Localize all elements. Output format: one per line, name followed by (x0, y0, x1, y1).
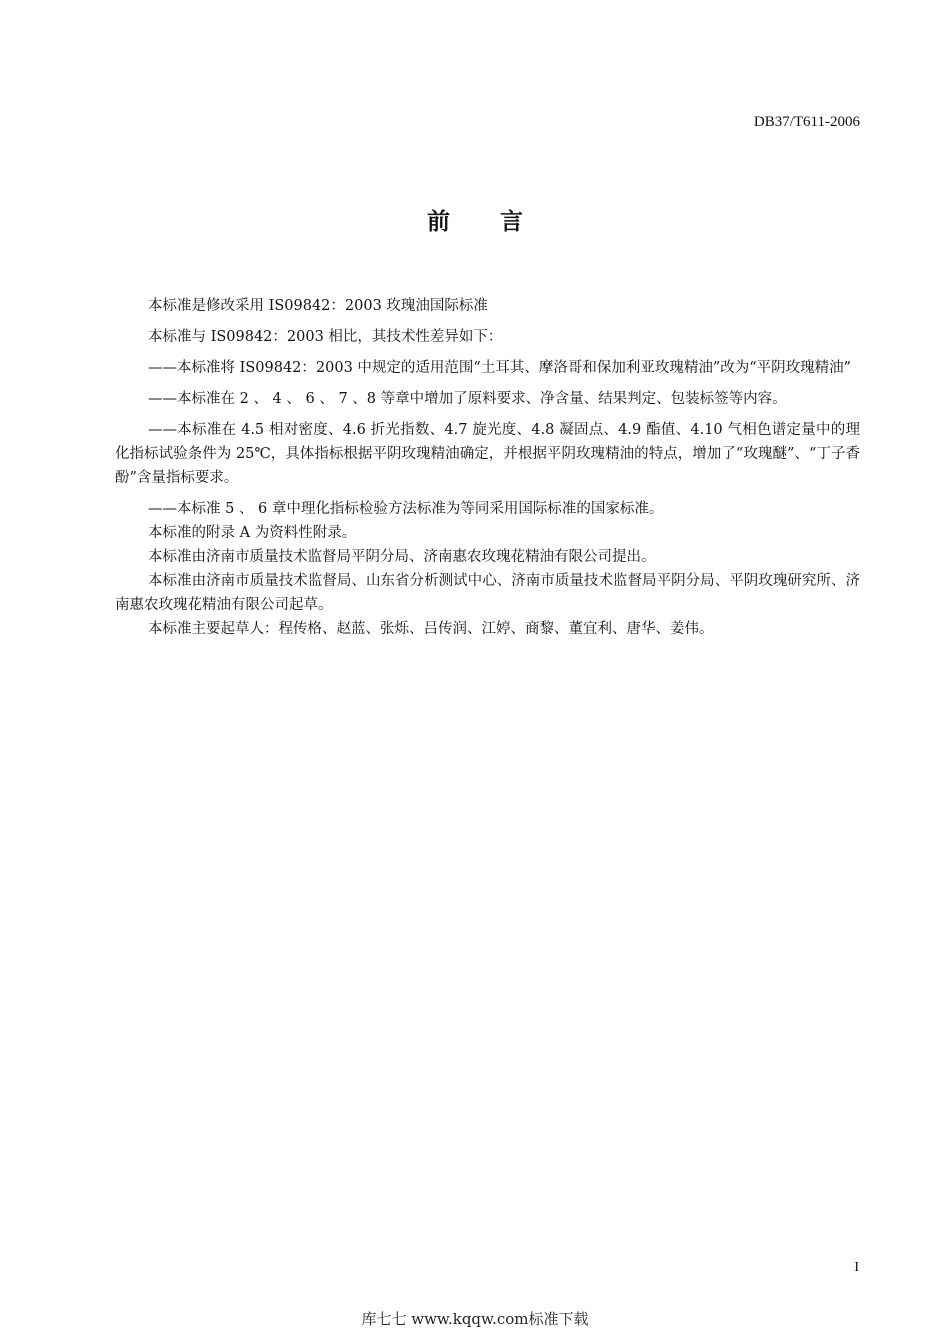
paragraph-adoption: 本标准是修改采用 IS09842：2003 玫瑰油国际标准 (148, 298, 488, 314)
footer-watermark: 库七七 www.kqqw.com标准下载 (361, 1310, 589, 1328)
paragraph-differences-intro: 本标准与 IS09842：2003 相比，其技术性差异如下： (148, 329, 503, 345)
standard-code: DB37/T611-2006 (753, 114, 860, 130)
paragraph-test-methods: ——本标准 5 、 6 章中理化指标检验方法标准为等同采用国际标准的国家标准。 (148, 501, 664, 517)
paragraph-drafting-units: 本标准由济南市质量技术监督局、山东省分析测试中心、济南市质量技术监督局平阴分局、平阴玫瑰研究所、济南惠农玫瑰花精油有限公司起草。 (115, 573, 860, 613)
paragraph-added-content: ——本标准在 2 、 4 、 6 、 7 、8 等章中增加了原料要求、净含量、结果判定、包装标签等内容。 (148, 391, 787, 407)
paragraph-test-conditions: ——本标准在 4.5 相对密度、4.6 折光指数、4.7 旋光度、4.8 凝固点、4.9 酯值、4.10 气相色谱定量中的理化指标试验条件为 25℃，具体指标根据平阴玫瑰精油确定，并根据平阴玫瑰精油的特点，增加了“玫瑰醚”、“丁子香酚”含量指标要求。 (115, 422, 860, 486)
page-title: 前言 (427, 208, 573, 235)
paragraph-appendix: 本标准的附录 A 为资料性附录。 (148, 525, 357, 541)
paragraph-drafters: 本标准主要起草人：程传格、赵蓝、张烁、吕传润、江婷、商黎、董宜利、唐华、姜伟。 (148, 621, 714, 637)
page-number: I (854, 1260, 859, 1275)
foreword-body (115, 294, 860, 641)
paragraph-scope-change: ——本标准将 IS09842：2003 中规定的适用范围“土耳其、摩洛哥和保加利亚玫瑰精油”改为“平阴玫瑰精油” (148, 360, 852, 376)
paragraph-proposer: 本标准由济南市质量技术监督局平阴分局、济南惠农玫瑰花精油有限公司提出。 (148, 549, 656, 565)
